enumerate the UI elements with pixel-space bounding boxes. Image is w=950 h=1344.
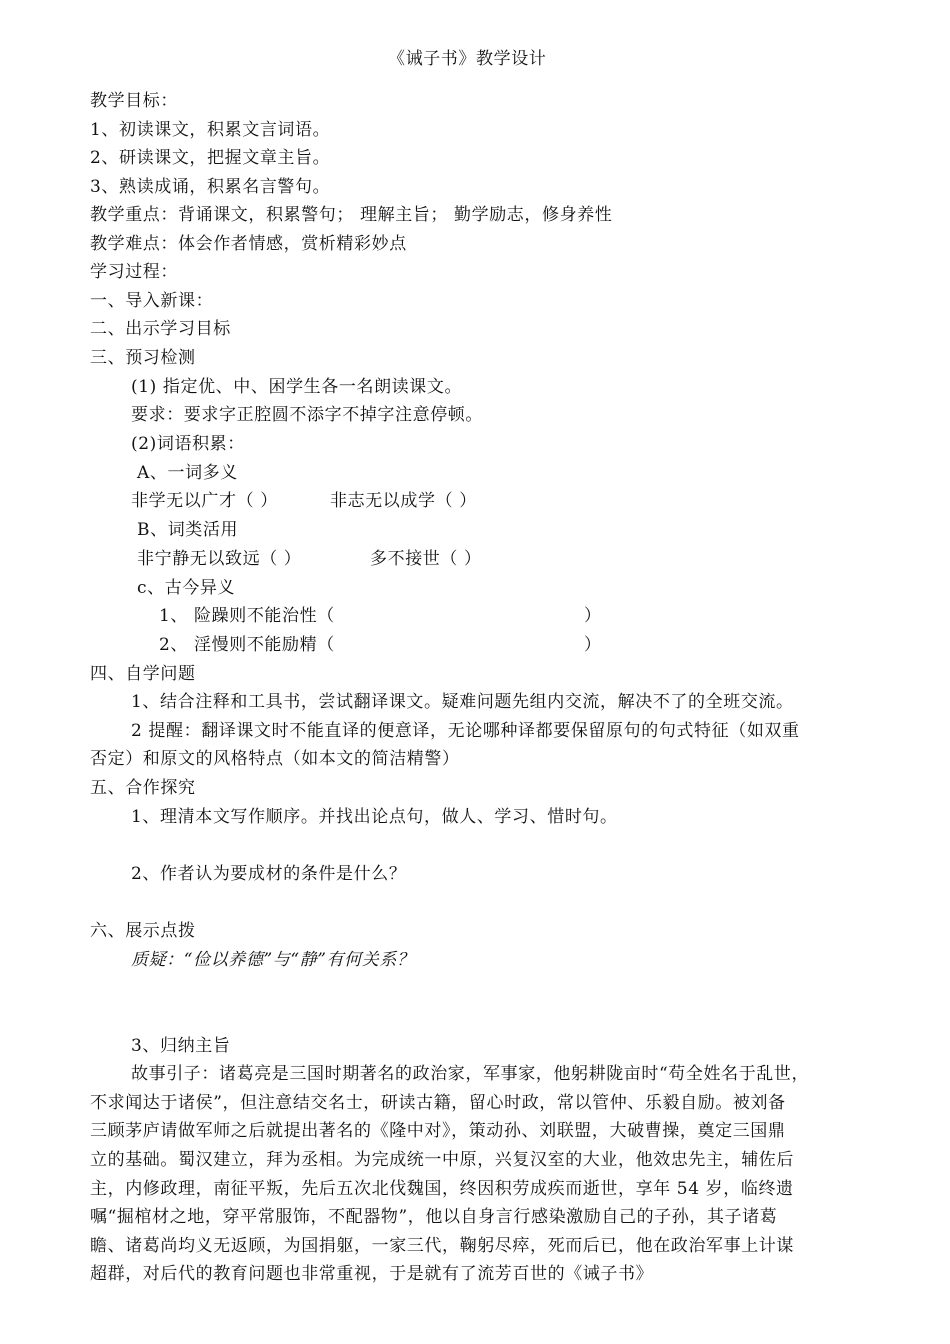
section-heading: 五、合作探究 [90,778,196,798]
vocab-blank: 非志无以成学（ ） [330,491,477,511]
vocab-blank-close: ） [584,606,602,626]
section-heading: 一、导入新课： [90,291,214,311]
vocab-blank: 非学无以广才（ ） [131,491,278,511]
preview-item: (1) 指定优、中、困学生各一名朗读课文。 [131,377,463,397]
story-line: 故事引子：诸葛亮是三国时期著名的政治家，军事家，他躬耕陇亩时“苟全姓名于乱世， [131,1064,810,1084]
inquiry-question: 1、理清本文写作顺序。并找出论点句，做人、学习、惜时句。 [131,807,618,827]
story-line: 三顾茅庐请做军师之后就提出著名的《隆中对》，策动孙、刘联盟，大破曹操，奠定三国鼎 [90,1121,786,1141]
story-line: 嘱“掘棺材之地，穿平常服饰，不配器物”，他以自身言行感染激励自己的子孙，其子诸葛 [90,1207,778,1227]
discussion-question: 质疑：“俭以养德”与“静”有何关系？ [131,950,415,970]
vocab-category: B、词类活用 [137,520,239,540]
objectives-heading: 教学目标： [90,91,178,111]
vocab-blank: 多不接世（ ） [370,549,482,569]
preview-item: (2)词语积累： [131,434,245,454]
story-line: 立的基础。蜀汉建立，拜为丞相。为完成统一中原，兴复汉室的大业，他效忠先主，辅佐后 [90,1150,794,1170]
section-heading: 三、预习检测 [90,348,196,368]
preview-requirement: 要求：要求字正腔圆不添字不掉字注意停顿。 [131,405,483,425]
vocab-category: c、古今异义 [137,578,236,598]
inquiry-question: 2、作者认为要成材的条件是什么？ [131,864,407,884]
section-heading: 四、自学问题 [90,664,196,684]
story-line: 主，内修政理，南征平叛，先后五次北伐魏国，终因积劳成疾而逝世，享年 54 岁，临终遗 [90,1179,794,1199]
key-points: 教学重点：背诵课文，积累警句； 理解主旨； 勤学励志，修身养性 [90,205,613,225]
difficulties: 教学难点：体会作者情感，赏析精彩妙点 [90,234,407,254]
section-heading: 六、展示点拨 [90,921,196,941]
self-study-item: 1、结合注释和工具书，尝试翻译课文。疑难问题先组内交流，解决不了的全班交流。 [131,692,794,712]
story-line: 不求闻达于诸侯”，但注意结交名士，研读古籍，留心时政，常以管仲、乐毅自励。被刘备 [90,1093,786,1113]
vocab-blank: 非宁静无以致远（ ） [137,549,302,569]
self-study-reminder-cont: 否定）和原文的风格特点（如本文的简洁精警） [90,749,460,769]
vocab-blank-close: ） [584,635,602,655]
objective-item: 2、研读课文，把握文章主旨。 [90,148,331,168]
story-line: 瞻、诸葛尚均义无返顾，为国捐躯，一家三代，鞠躬尽瘁，死而后已，他在政治军事上计谋 [90,1236,794,1256]
summary-heading: 3、归纳主旨 [131,1036,231,1056]
self-study-reminder: 2 提醒：翻译课文时不能直译的便意译，无论哪种译都要保留原句的句式特征（如双重 [131,721,800,741]
vocab-blank: 2、 淫慢则不能励精（ [159,635,335,655]
document-title: 《诫子书》教学设计 [388,49,547,69]
objective-item: 3、熟读成诵，积累名言警句。 [90,177,331,197]
section-heading: 二、出示学习目标 [90,319,231,339]
vocab-category: A、一词多义 [137,463,238,483]
story-line: 超群，对后代的教育问题也非常重视，于是就有了流芳百世的《诫子书》 [90,1264,654,1284]
process-heading: 学习过程： [90,262,178,282]
vocab-blank: 1、 险躁则不能治性（ [159,606,335,626]
objective-item: 1、初读课文，积累文言词语。 [90,120,331,140]
